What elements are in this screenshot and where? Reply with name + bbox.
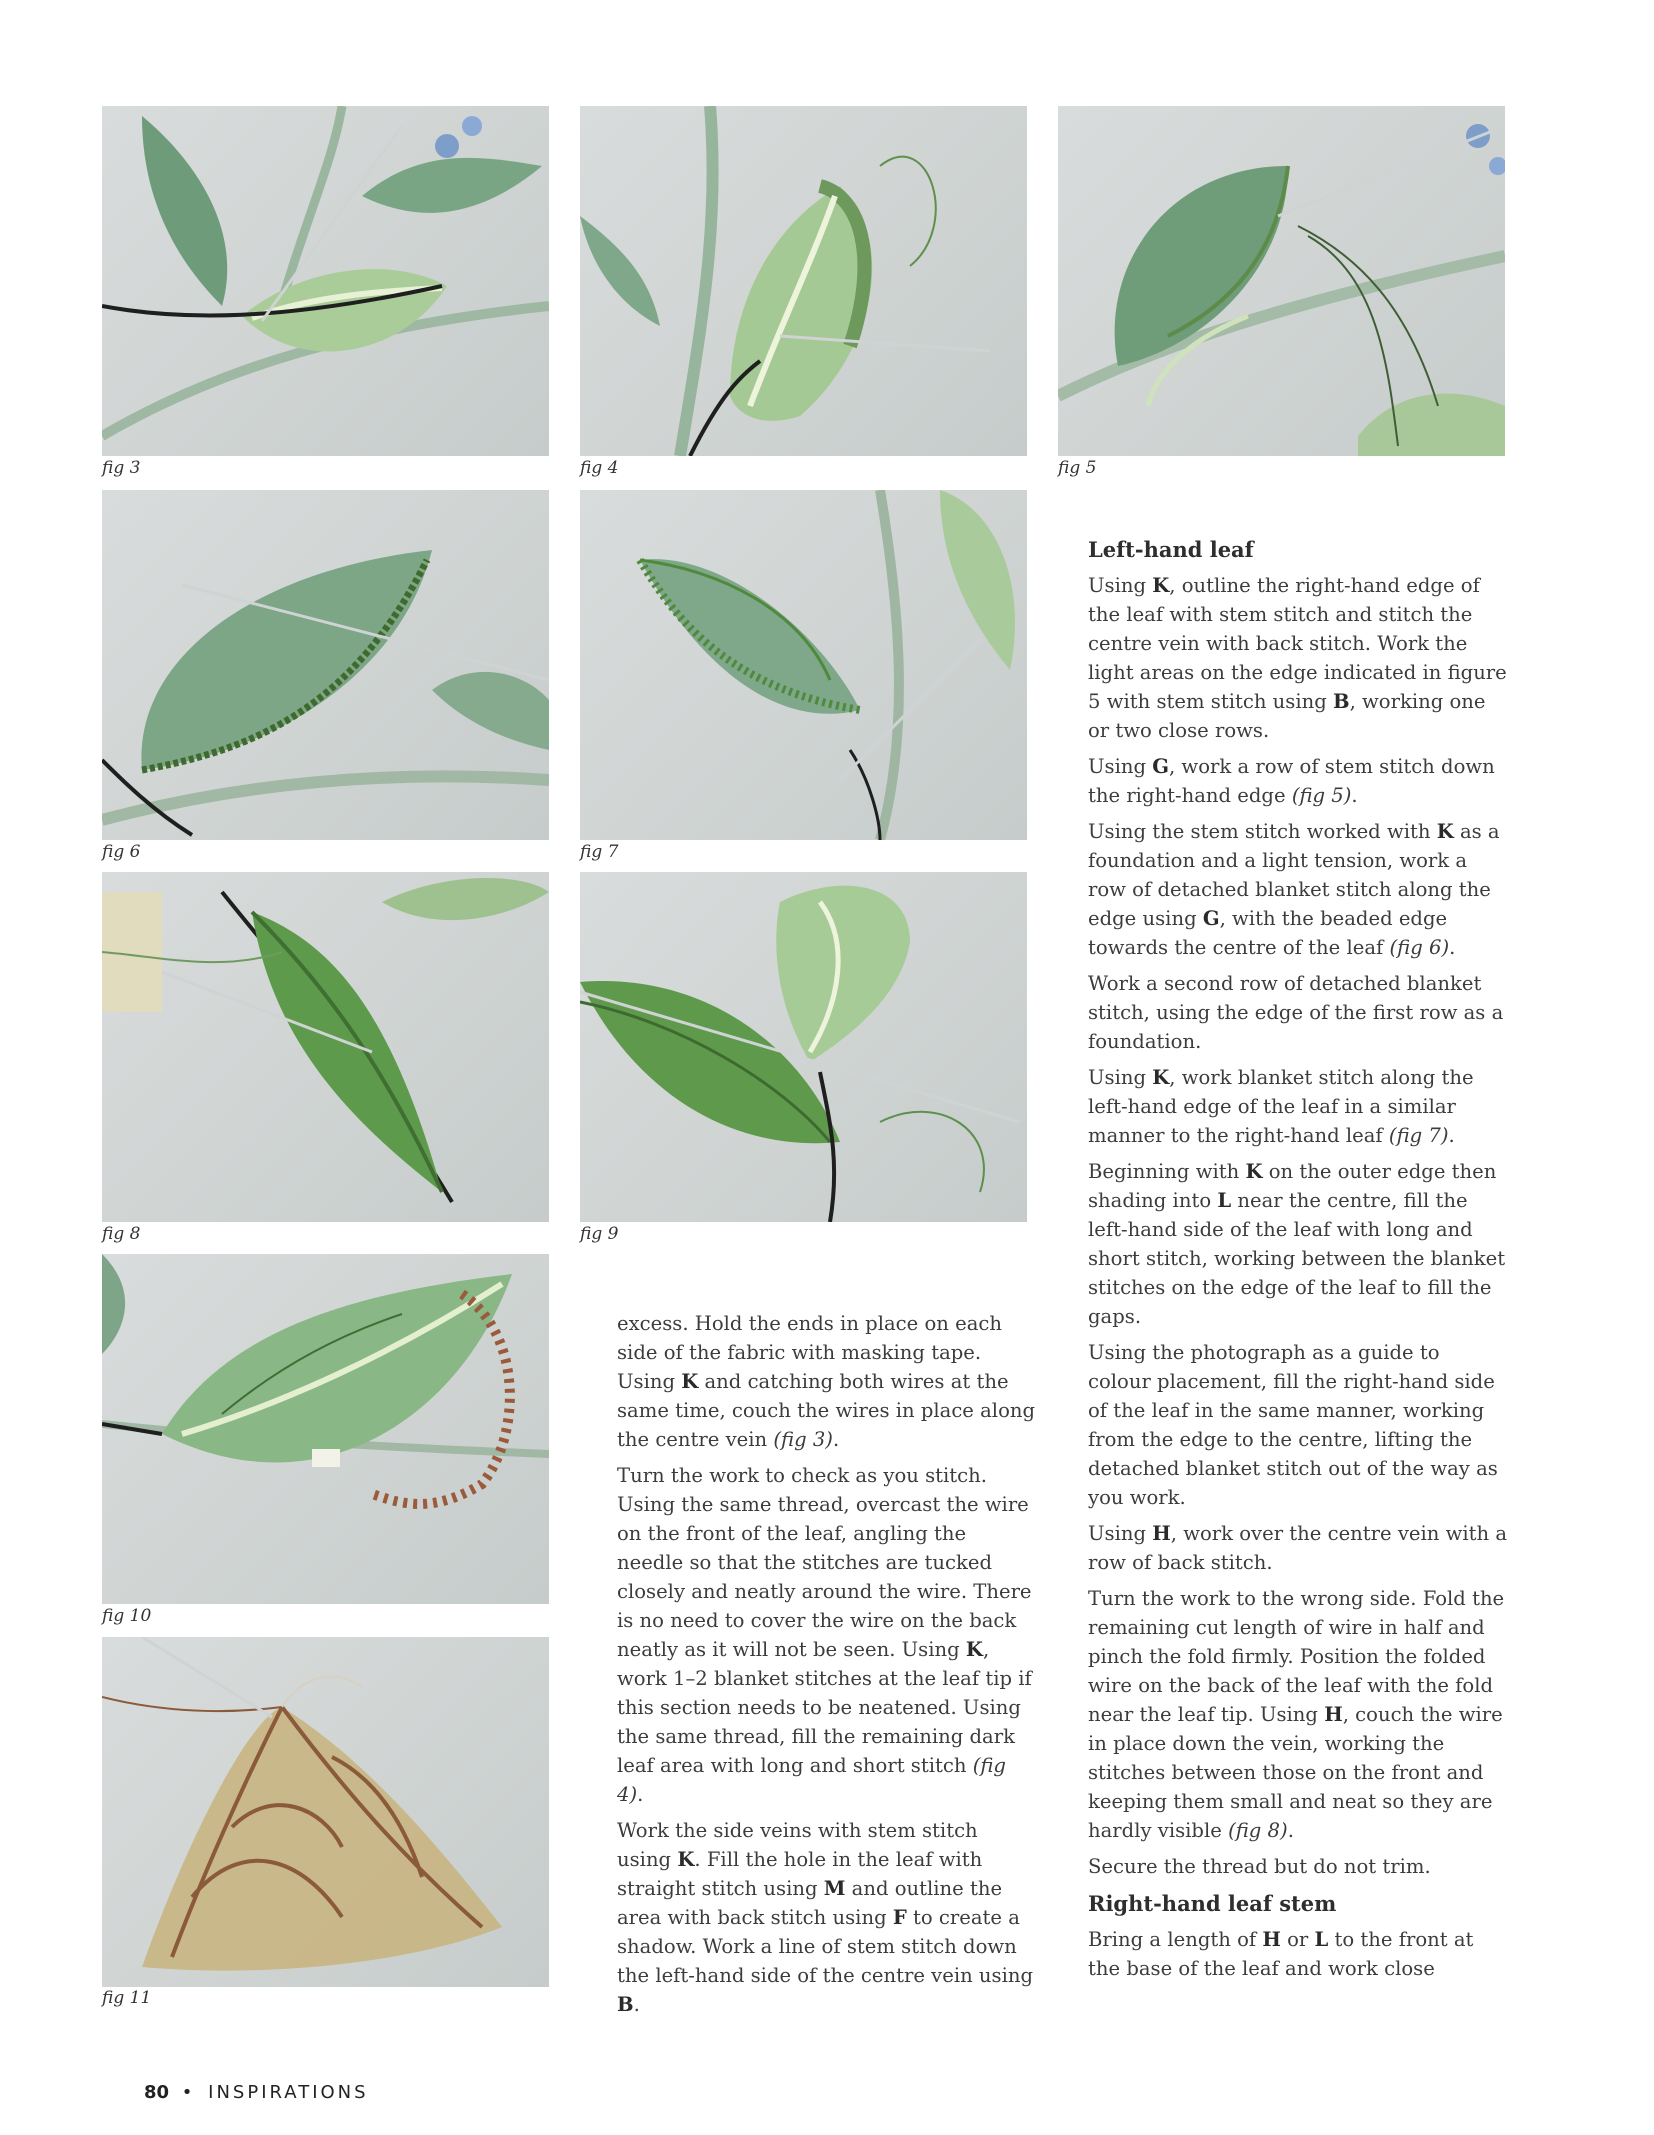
- figure-photo-4: [580, 106, 1027, 456]
- figure-caption-10: fig 10: [102, 1606, 152, 1626]
- figure-photo-6: [102, 490, 549, 840]
- body-paragraph: Using the stem stitch worked with K as a foundation and a light tension, work a row of detached blanket stitch along the edge using G, with the beaded edge towards the centre of the leaf (fig 6).: [1088, 820, 1500, 959]
- right-text-column: [1088, 535, 1508, 1990]
- thread-code: K: [681, 1370, 699, 1393]
- thread-code: K: [1152, 1066, 1170, 1089]
- body-paragraph: Turn the work to the wrong side. Fold the remaining cut length of wire in half and pinch the fold firmly. Position the folded wire on the back of the leaf with the fold near the leaf tip. Using H, couch the wire in place down the vein, working the stitches between those on the front and keeping them small and neat so they are hardly visible (fig 8).: [1088, 1587, 1505, 1842]
- thread-code: K: [1245, 1160, 1263, 1183]
- thread-code: G: [1152, 755, 1169, 778]
- body-paragraph: Bring a length of H or L to the front at the base of the leaf and work close: [1088, 1928, 1474, 1980]
- figure-photo-7: [580, 490, 1027, 840]
- figure-photo-8: [102, 872, 549, 1222]
- thread-code: H: [1324, 1703, 1343, 1726]
- right-hand-leaf-stem-paragraphs: [1088, 1925, 1508, 1983]
- body-paragraph: Beginning with K on the outer edge then shading into L near the centre, fill the left-hand side of the leaf with long and short stitch, working between the blanket stitches on the edge of the leaf to fill the gaps.: [1088, 1160, 1506, 1328]
- figure-reference: (fig 7): [1388, 1124, 1449, 1147]
- page-footer: [144, 2082, 369, 2103]
- thread-code: G: [1202, 907, 1220, 930]
- figure-caption-4: fig 4: [580, 458, 619, 478]
- body-paragraph: Using G, work a row of stem stitch down the right-hand edge (fig 5).: [1088, 755, 1495, 807]
- magazine-name: INSPIRATIONS: [208, 2082, 369, 2103]
- thread-code: K: [1436, 820, 1454, 843]
- section-heading-right-hand-leaf-stem: Right-hand leaf stem: [1088, 1891, 1337, 1916]
- thread-code: K: [1152, 574, 1170, 597]
- thread-code: L: [1217, 1189, 1232, 1212]
- left-hand-leaf-paragraphs: [1088, 571, 1508, 1881]
- figure-caption-7: fig 7: [580, 842, 619, 862]
- thread-code: B: [617, 1993, 634, 2016]
- figure-caption-8: fig 8: [102, 1224, 141, 1244]
- body-paragraph: Secure the thread but do not trim.: [1088, 1855, 1431, 1878]
- footer-separator: •: [181, 2082, 196, 2103]
- figure-caption-9: fig 9: [580, 1224, 619, 1244]
- thread-code: K: [677, 1848, 695, 1871]
- thread-code: K: [965, 1638, 983, 1661]
- section-heading-left-hand-leaf: Left-hand leaf: [1088, 537, 1254, 562]
- body-paragraph: Work the side veins with stem stitch using K. Fill the hole in the leaf with straight stitch using M and outline the area with back stitch using F to create a shadow. Work a line of stem stitch down the left-hand side of the centre vein using B.: [617, 1819, 1034, 2016]
- thread-code: H: [1152, 1522, 1171, 1545]
- figure-reference: (fig 8): [1228, 1819, 1288, 1842]
- figure-photo-10: [102, 1254, 549, 1604]
- figure-reference: (fig 3): [773, 1428, 833, 1451]
- figure-photo-5: [1058, 106, 1505, 456]
- figure-reference: (fig 5): [1291, 784, 1352, 807]
- body-paragraph: Using K, work blanket stitch along the left-hand edge of the leaf in a similar manner to the right-hand leaf (fig 7).: [1088, 1066, 1474, 1147]
- figure-photo-3: [102, 106, 549, 456]
- thread-code: B: [1333, 690, 1350, 713]
- body-paragraph: Turn the work to check as you stitch. Using the same thread, overcast the wire on the front of the leaf, angling the needle so that the stitches are tucked closely and neatly around the wire. There is no need to cover the wire on the back neatly as it will not be seen. Using K, work 1–2 blanket stitches at the leaf tip if this section needs to be neatened. Using the same thread, fill the remaining dark leaf area with long and short stitch (fig 4).: [617, 1464, 1032, 1806]
- figure-caption-3: fig 3: [102, 458, 141, 478]
- body-paragraph: Work a second row of detached blanket stitch, using the edge of the first row as a foundation.: [1088, 972, 1504, 1053]
- figure-reference: (fig 6): [1389, 936, 1450, 959]
- body-paragraph: Using the photograph as a guide to colour placement, fill the right-hand side of the leaf in the same manner, working from the edge to the centre, lifting the detached blanket stitch out of the way as you work.: [1088, 1341, 1498, 1509]
- figure-photo-11: [102, 1637, 549, 1987]
- figure-caption-11: fig 11: [102, 1988, 152, 2008]
- figure-caption-6: fig 6: [102, 842, 141, 862]
- body-paragraph: Using K, outline the right-hand edge of the leaf with stem stitch and stitch the centre vein with back stitch. Work the light areas on the edge indicated in figure 5 with stem stitch using B, working one or two close rows.: [1088, 574, 1507, 742]
- figure-reference: (fig 4): [617, 1754, 1006, 1806]
- figure-caption-5: fig 5: [1058, 458, 1097, 478]
- thread-code: M: [823, 1877, 846, 1900]
- thread-code: L: [1314, 1928, 1329, 1951]
- figure-photo-9: [580, 872, 1027, 1222]
- middle-text-column: [617, 1309, 1037, 2026]
- page-number: 80: [144, 2082, 170, 2103]
- thread-code: F: [892, 1906, 907, 1929]
- thread-code: H: [1262, 1928, 1281, 1951]
- body-paragraph: excess. Hold the ends in place on each side of the fabric with masking tape. Using K and catching both wires at the same time, couch the wires in place along the centre vein (fig 3).: [617, 1312, 1036, 1451]
- body-paragraph: Using H, work over the centre vein with a row of back stitch.: [1088, 1522, 1508, 1574]
